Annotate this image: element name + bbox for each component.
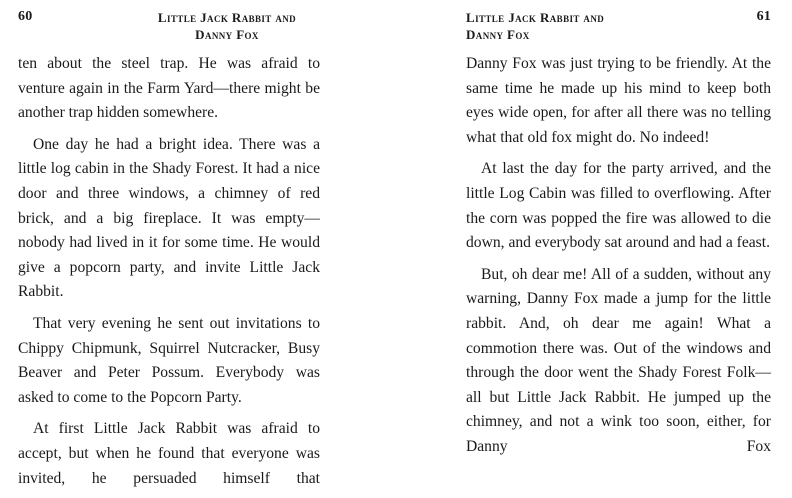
left-running-head-line2: Danny Fox — [195, 27, 259, 42]
paragraph: ten about the steel trap. He was afraid to venture again in the Farm Yard—there might be another trap hidden somewhere. — [18, 55, 320, 122]
right-page — [466, 0, 771, 464]
left-page-number: 60 — [18, 9, 33, 24]
paragraph: That very evening he sent out invitations to Chippy Chipmunk, Squirrel Nutcracker, Busy Beaver and Peter Possum. Everybody was asked to come to the Popcorn Party. — [18, 314, 320, 406]
paragraph: At last the day for the party arrived, and the little Log Cabin was filled to overflowing. After the corn was popped the fire was allowed to die down, and everybody sat around and had a feast. — [466, 160, 771, 252]
paragraph: One day he had a bright idea. There was a little log cabin in the Shady Forest. It had a nice door and three windows, a chimney of red brick, and a big fireplace. It was empty—nobody had lived in it for some time. He would give a popcorn party, and invite Little Jack Rabbit. — [18, 135, 320, 301]
right-running-head — [466, 9, 686, 43]
right-page-header — [466, 0, 771, 52]
left-page-body — [18, 52, 320, 498]
right-page-body — [466, 52, 771, 467]
paragraph: At first Little Jack Rabbit was afraid to accept, but when he found that everyone was invited, he persuaded himself that — [18, 420, 320, 487]
right-page-number: 61 — [756, 9, 771, 24]
paragraph: Danny Fox was just trying to be friendly. At the same time he made up his mind to keep both eyes wide open, for after all there was no telling what that old fox might do. No indeed! — [466, 55, 771, 146]
left-page-header — [18, 0, 320, 52]
left-running-head-line1: Little Jack Rabbit and — [157, 10, 297, 25]
left-running-head — [132, 9, 322, 43]
paragraph: But, oh dear me! All of a sudden, without any warning, Danny Fox made a jump for the little rabbit. And, oh dear me again! What a commotion there was. Out of the windows and through the door went the Shady Forest Folk—all but Little Jack Rabbit. He jumped up the chimney, and not a wink too soon, either, for Danny Fox — [466, 265, 771, 455]
right-running-head-line1: Little Jack Rabbit and — [466, 10, 605, 25]
left-page — [18, 0, 320, 487]
right-running-head-line2: Danny Fox — [466, 27, 530, 42]
